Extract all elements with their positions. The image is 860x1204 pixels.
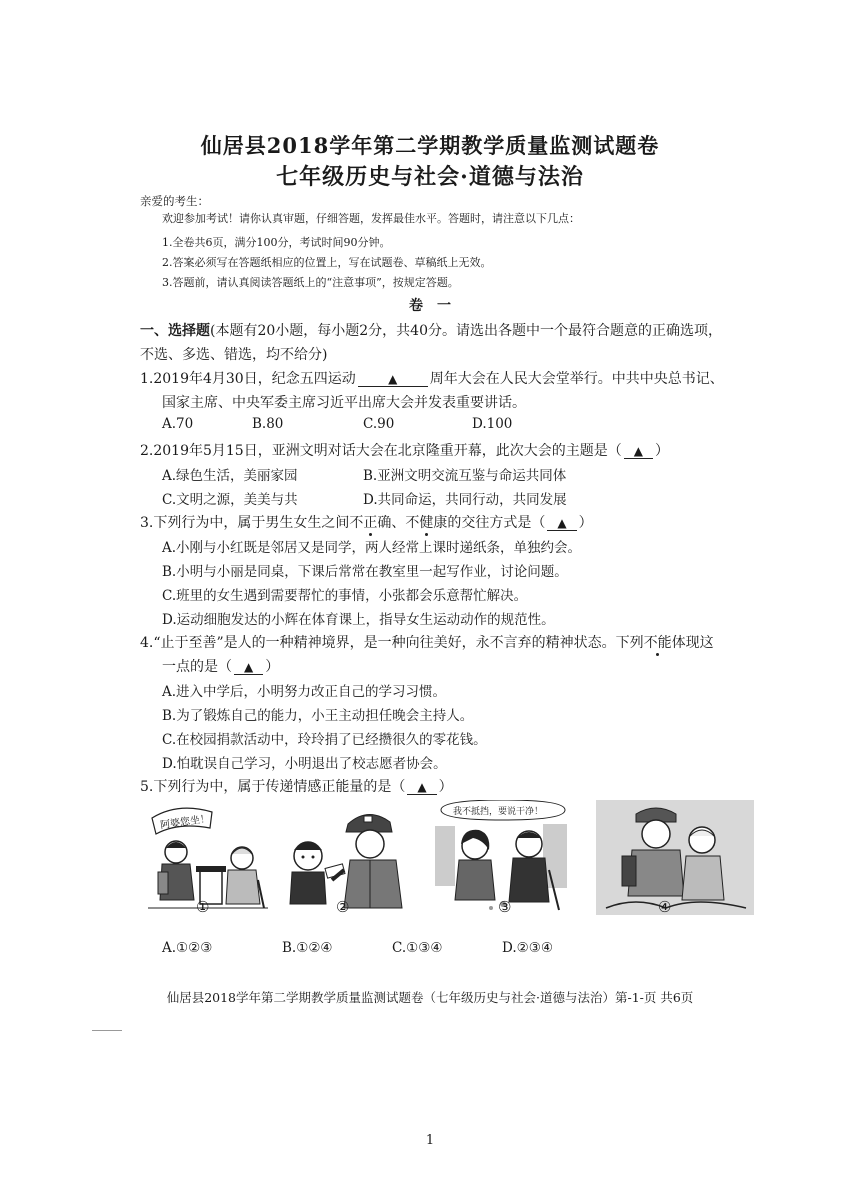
option-c: C.在校园捐款活动中，玲玲捐了已经攒很久的零花钱。 — [162, 732, 487, 748]
option-c: C.文明之源，美美与共 — [162, 492, 298, 508]
option-a: A.绿色生活，美丽家园 — [162, 468, 298, 484]
question-text: 、 — [391, 515, 406, 531]
question-text: 1.2019年4月30日，纪念五四运动 — [140, 371, 356, 387]
question-1 — [140, 368, 724, 388]
part-heading-line — [140, 320, 722, 340]
question-3 — [140, 512, 593, 532]
emphasis-text: 不正确 — [349, 515, 392, 531]
exam-title: 仙居县2018学年第二学期教学质量监测试题卷 — [200, 133, 660, 158]
option-c: C.①③④ — [392, 940, 443, 956]
question-text: 5.下列行为中，属于传递情感正能量的是（ — [140, 779, 406, 795]
answer-blank: ▲ — [407, 780, 436, 795]
question-text: 2.2019年5月15日，亚洲文明对话大会在北京隆重开幕，此次大会的主题是（ — [140, 443, 622, 459]
exam-subtitle: 七年级历史与社会·道德与法治 — [276, 164, 584, 190]
question-1-line2: 国家主席、中央军委主席习近平出席大会并发表重要讲话。 — [162, 395, 526, 411]
option-d: D.共同命运，共同行动，共同发展 — [363, 492, 567, 508]
picture-caption: 我不抵挡，要说干净！ — [453, 807, 544, 817]
option-b: B.80 — [252, 416, 284, 432]
section-title: 卷 一 — [409, 298, 451, 314]
option-d: D.②③④ — [502, 940, 553, 956]
option-a: A.进入中学后，小明努力改正自己的学习习惯。 — [162, 684, 447, 700]
cartoon-elderly-help-image — [596, 800, 754, 915]
emphasis-text: 不健康 — [405, 515, 448, 531]
picture-label: ④ — [658, 898, 672, 916]
page-footer: 仙居县2018学年第二学期教学质量监测试题卷（七年级历史与社会·道德与法治）第-1-页 共6页 — [166, 990, 694, 1005]
notice-item: 1.全卷共6页，满分100分，考试时间90分钟。 — [162, 236, 391, 249]
option-c: C.90 — [363, 416, 395, 432]
answer-blank: ▲ — [358, 372, 428, 387]
notice-intro: 欢迎参加考试！请你认真审题，仔细答题，发挥最佳水平。答题时，请注意以下几点： — [162, 212, 580, 225]
part-intro: (本题有20小题，每小题2分，共40分。请选出各题中一个最符合题意的正确选项， — [210, 323, 722, 339]
question-text: 的交往方式是（ — [447, 515, 546, 531]
part-heading: 一、选择题 — [140, 323, 210, 339]
question-text: 4.“止于至善”是人的一种精神境界，是一种向往美好，永不言弃的精神状态。下列 — [140, 635, 644, 651]
question-close: ） — [578, 515, 593, 531]
question-5 — [140, 776, 453, 796]
question-close: ） — [654, 443, 669, 459]
option-a: A.70 — [162, 416, 194, 432]
option-b: B.①②④ — [282, 940, 333, 956]
question-2 — [140, 440, 669, 460]
option-d: D.运动细胞发达的小辉在体育课上，指导女生运动动作的规范性。 — [162, 612, 555, 628]
answer-blank: ▲ — [547, 516, 576, 531]
option-c: C.班里的女生遇到需要帮忙的事情，小张都会乐意帮忙解决。 — [162, 588, 528, 604]
page-number: 1 — [425, 1133, 435, 1148]
option-b: B.小明与小丽是同桌，下课后常常在教室里一起写作业，讨论问题。 — [162, 564, 568, 580]
picture-label: ③ — [498, 898, 512, 916]
question-4 — [140, 632, 714, 652]
part-intro-line2: 不选、多选、错选，均不给分) — [140, 347, 328, 363]
question-text: 3.下列行为中，属于男生女生之间 — [140, 515, 350, 531]
picture-caption: 阿婆您坐！ — [159, 813, 211, 832]
answer-blank: ▲ — [624, 444, 653, 459]
question-close: ） — [438, 779, 453, 795]
question-text: 一点的是（ — [162, 659, 232, 675]
greeting: 亲爱的考生： — [140, 194, 209, 208]
notice-item: 3.答题前，请认真阅读答题纸上的“注意事项”，按规定答题。 — [162, 276, 459, 289]
scan-mark — [92, 1030, 122, 1031]
option-a: A.①②③ — [162, 940, 213, 956]
picture-label: ② — [336, 898, 350, 916]
option-b: B.为了锻炼自己的能力，小王主动担任晚会主持人。 — [162, 708, 474, 724]
question-text: 体现这 — [671, 635, 714, 651]
option-d: D.100 — [472, 416, 513, 432]
answer-blank: ▲ — [234, 660, 263, 675]
notice-item: 2.答案必须写在答题纸相应的位置上，写在试题卷、草稿纸上无效。 — [162, 256, 492, 269]
option-a: A.小刚与小红既是邻居又是同学，两人经常上课时递纸条，单独约会。 — [162, 540, 582, 556]
option-b: B.亚洲文明交流互鉴与命运共同体 — [363, 468, 567, 484]
question-text: 周年大会在人民大会堂举行。中共中央总书记、 — [429, 371, 724, 387]
question-close: ） — [265, 659, 280, 675]
question-4-line2 — [162, 656, 279, 676]
emphasis-text: 不能 — [643, 635, 672, 651]
option-d: D.怕耽误自己学习，小明退出了校志愿者协会。 — [162, 756, 447, 772]
picture-label: ① — [196, 898, 210, 916]
